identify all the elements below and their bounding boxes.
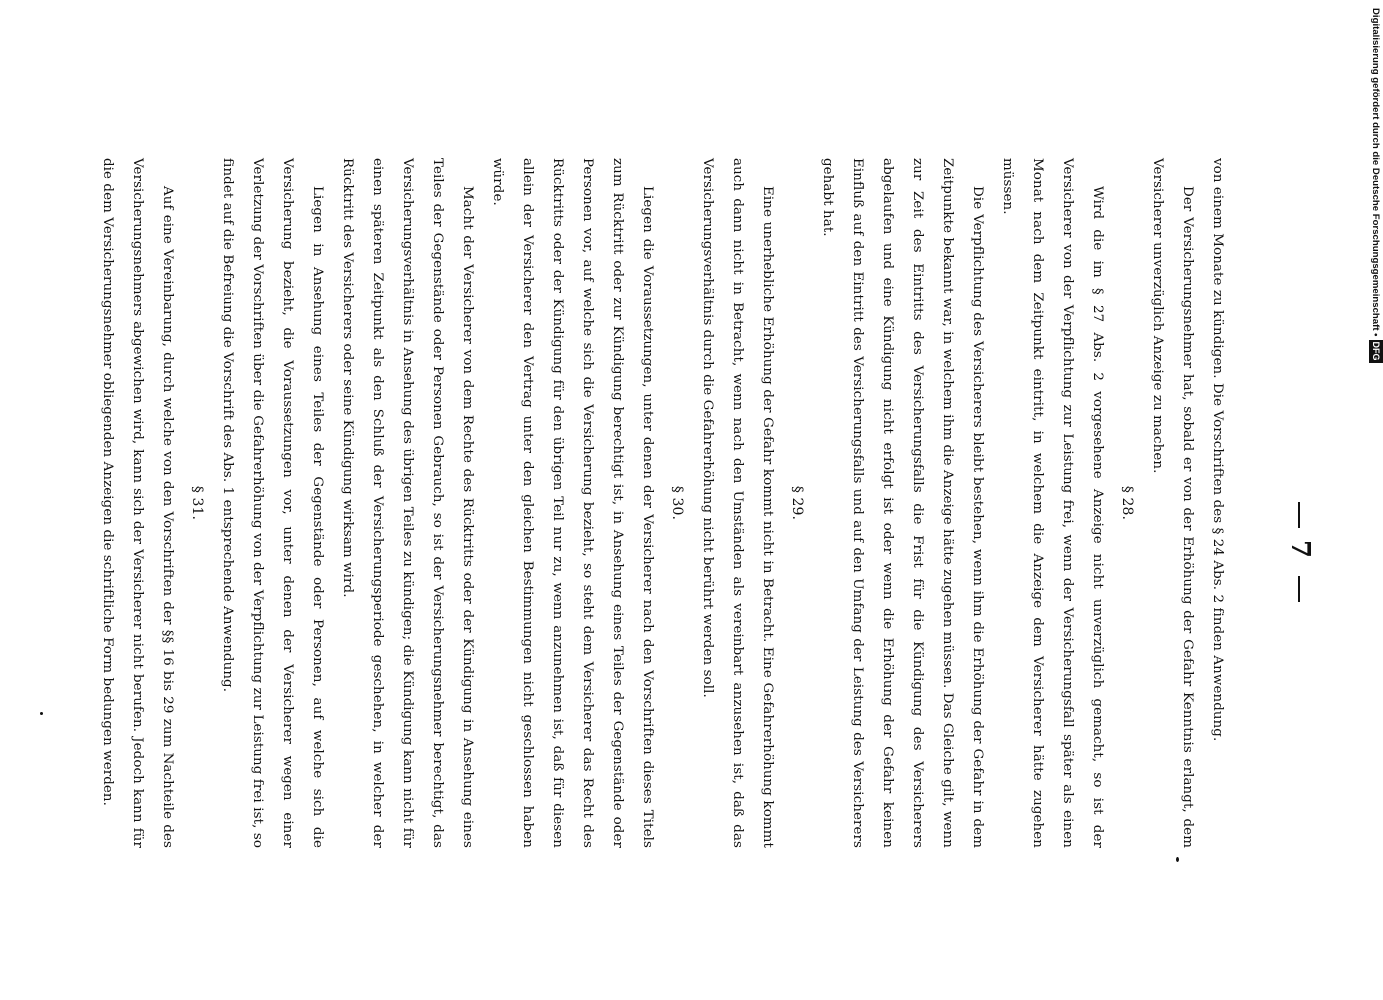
- body-paragraph: Eine unerhebliche Erhöhung der Gefahr kommt nicht in Betracht. Eine Gefahrerhöhung kommt auch dann nicht in Betracht, wenn nach den Umständen als vereinbart anzusehen ist, daß das Versicherungsverhältnis durch die Gefahrerhöhung nicht berührt werden soll.: [700, 158, 775, 848]
- dfg-logo: DFG: [1371, 341, 1381, 361]
- page-number-value: 7: [1285, 540, 1315, 565]
- right-dash: [1298, 576, 1300, 602]
- section-heading: § 31.: [189, 485, 205, 521]
- credit-text: Digitalisierung gefördert durch die Deutsche Forschungsgemeinschaft •: [1370, 8, 1381, 337]
- body-paragraph: Der Versicherungsnehmer hat, sobald er von der Erhöhung der Gefahr Kenntnis erlangt, dem Versicherer unverzüglich Anzeige zu machen.: [1150, 158, 1195, 848]
- dfg-credit-line: [1369, 8, 1383, 398]
- body-paragraph: Macht der Versicherer von dem Rechte des Rücktritts oder der Kündigung in Ansehung eines Teiles der Gegenstände oder Personen Gebrauch, so ist der Versicherungsnehmer berechtigt, das Versicherungsverhältnis in Ansehung des übrigen Teiles zu kündigen; die Kündigung kann nicht für einen späteren Zeitpunkt als den Schluß der Versicherungsperiode geschehen, in welcher der Rücktritt des Versicherers oder seine Kündigung wirksam wird.: [340, 158, 475, 848]
- scan-speck: [1176, 857, 1179, 862]
- body-paragraph: Die Verpflichtung des Versicherers bleibt bestehen, wenn ihm die Erhöhung der Gefahr in dem Zeitpunkte bekannt war, in welchem ihm die Anzeige hätte zugehen müssen. Das Gleiche gilt, wenn zur Zeit des Eintritts des Versicherungsfalls die Frist für die Kündigung des Versicherers abgelaufen und eine Kündigung nicht erfolgt ist oder wenn die Erhöhung der Gefahr keinen Einfluß auf den Eintritt des Versicherungsfalls und auf den Umfang der Leistung des Versicherers gehabt hat.: [820, 158, 985, 848]
- body-paragraph: Wird die im § 27 Abs. 2 vorgesehene Anzeige nicht unverzüglich gemacht, so ist der Versicherer von der Verpflichtung zur Leistung frei, wenn der Versicherungsfall später als einen Monat nach dem Zeitpunkt eintritt, in welchem die Anzeige dem Versicherer hätte zugehen müssen.: [1000, 158, 1105, 848]
- section-heading: § 29.: [789, 485, 805, 521]
- body-paragraph: Auf eine Vereinbarung, durch welche von den Vorschriften der §§ 16 bis 29 zum Nachteile des Versicherungsnehmers abgewichen wird, kann sich der Versicherer nicht berufen. Jedoch kann für die dem Versicherungsnehmer obliegenden Anzeigen die schriftliche Form bedungen werden.: [100, 158, 175, 848]
- scan-speck: [40, 712, 43, 715]
- document-body: [92, 158, 1232, 848]
- body-paragraph: Liegen die Voraussetzungen, unter denen der Versicherer nach den Vorschriften dieses Titels zum Rücktritt oder zur Kündigung berechtigt ist, in Ansehung eines Teiles der Gegenstände oder Personen vor, auf welche sich die Versicherung bezieht, so steht dem Versicherer das Recht des Rücktritts oder der Kündigung für den übrigen Teil nur zu, wenn anzunehmen ist, daß für diesen allein der Versicherer den Vertrag unter den gleichen Bestimmungen nicht geschlossen haben würde.: [490, 158, 655, 848]
- left-dash: [1298, 502, 1300, 528]
- body-paragraph: Liegen in Ansehung eines Teiles der Gegenstände oder Personen, auf welche sich die Versicherung bezieht, die Voraussetzungen vor, unter denen der Versicherer wegen einer Verletzung der Vorschriften über die Gefahrerhöhung von der Verpflichtung zur Leistung frei ist, so findet auf die Befreiung die Vorschrift des Abs. 1 entsprechende Anwendung.: [220, 158, 325, 848]
- section-heading: § 28.: [1119, 485, 1135, 521]
- page-number: [1285, 490, 1315, 614]
- section-heading: § 30.: [669, 485, 685, 521]
- credit-text-wrap: [1369, 8, 1383, 398]
- body-paragraph: von einem Monate zu kündigen. Die Vorschriften des § 24 Abs. 2 finden Anwendung.: [1210, 158, 1225, 742]
